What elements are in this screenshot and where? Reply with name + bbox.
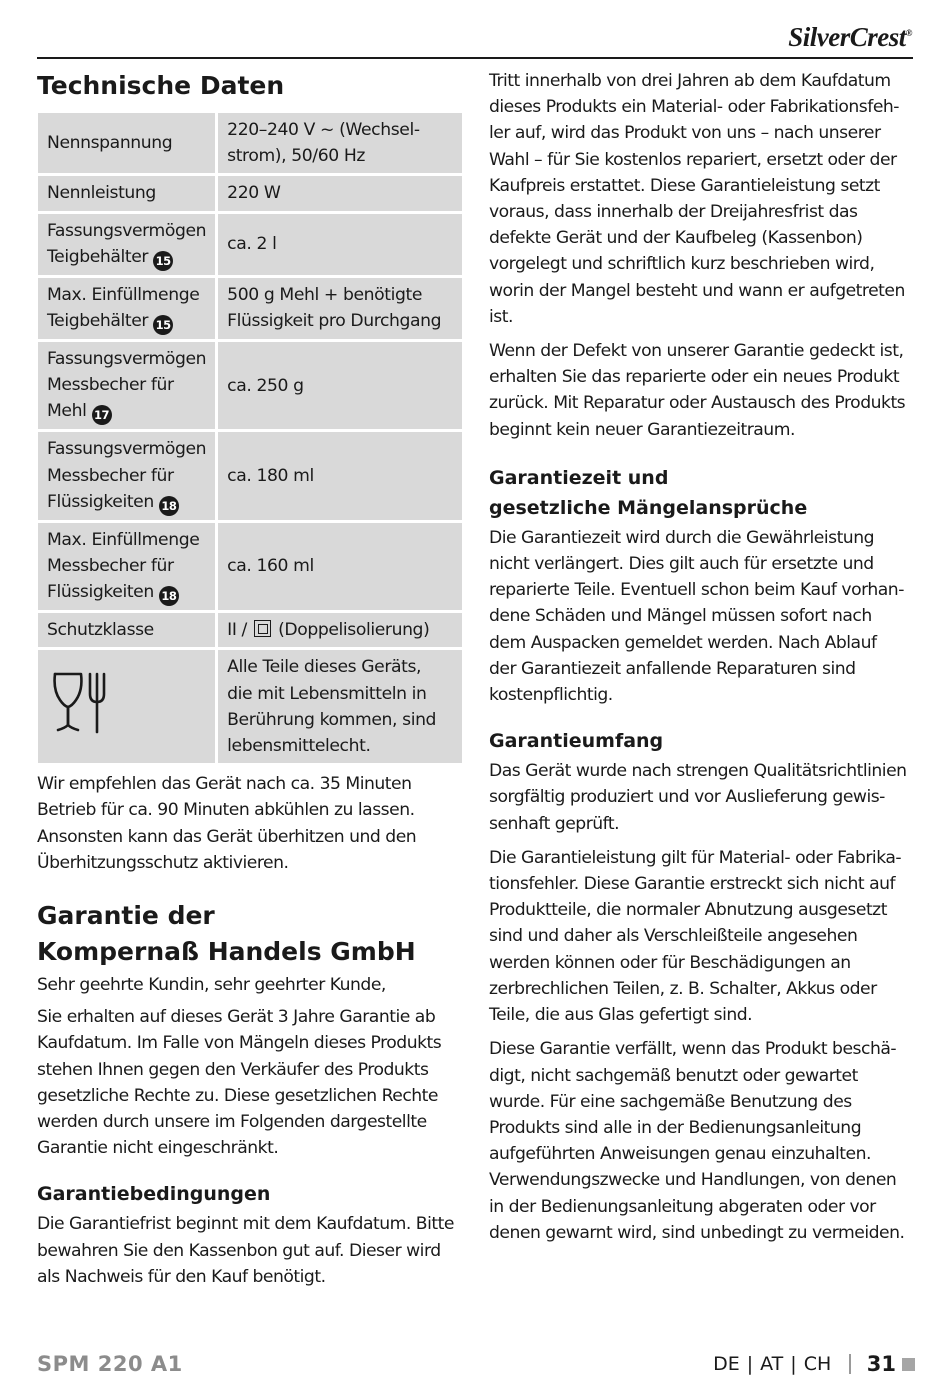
protection-class-ii-icon: [254, 620, 271, 637]
warranty-scope-heading: Garantieumfang: [489, 730, 664, 753]
spec-table: [38, 110, 462, 766]
spec-value: II / (Doppelisolierung): [218, 613, 462, 647]
spec-row: [38, 523, 462, 610]
spec-value: 220 W: [218, 176, 462, 210]
footer-divider: [849, 1354, 851, 1374]
spec-value: ca. 160 ml: [218, 523, 462, 610]
tech-data-heading: Technische Daten: [37, 71, 285, 100]
spec-row: [38, 278, 462, 339]
spec-row: [38, 214, 462, 275]
spec-key: Nennspannung: [38, 113, 218, 173]
page-number: 31: [866, 1352, 896, 1376]
country-separator: |: [790, 1353, 797, 1375]
spec-value: 220–240 V ~ (Wechsel- strom), 50/60 Hz: [218, 113, 462, 173]
spec-value: ca. 2 l: [218, 214, 462, 275]
spec-key: [38, 650, 218, 763]
model-number: SPM 220 A1: [37, 1352, 183, 1376]
spec-row: [38, 176, 462, 210]
spec-row: [38, 113, 462, 173]
right-column: [489, 68, 915, 1246]
warranty-conditions-heading: Garantiebedingungen: [37, 1183, 271, 1206]
spec-key: Fassungsvermögen Teigbehälter 15: [38, 214, 218, 275]
spec-row-food-safe: [38, 650, 462, 763]
cooling-note: Wir empfehlen das Gerät nach ca. 35 Minuten Betrieb für ca. 90 Minuten abkühlen zu lassen. Ansonsten kann das Gerät überhitzen und den Überhitzungsschutz aktivieren.: [37, 774, 417, 873]
country-code-at: AT: [760, 1353, 784, 1375]
part-number-badge: 18: [159, 496, 179, 516]
warranty-conditions-text: Die Garantiefrist beginnt mit dem Kaufdatum. Bitte bewahren Sie den Kassenbon gut auf. Dieser wird als Nachweis für den Kauf benötigt.: [37, 1214, 454, 1287]
brand-registered-mark: ®: [905, 28, 912, 38]
left-column: [37, 68, 461, 1290]
spec-key: Fassungsvermögen Messbecher für Mehl 17: [38, 342, 218, 429]
part-number-badge: 15: [153, 251, 173, 271]
spec-value: 500 g Mehl + benötigte Flüssigkeit pro Durchgang: [218, 278, 462, 339]
spec-key: Max. Einfüllmenge Messbecher für Flüssigkeiten 18: [38, 523, 218, 610]
spec-row-protection-class: [38, 613, 462, 647]
warranty-intro: Sie erhalten auf dieses Gerät 3 Jahre Garantie ab Kaufdatum. Im Falle von Mängeln dieses Produkts stehen Ihnen gegen den Verkäufer des Produkts gesetzliche Rechte zu. Diese gesetzlichen Rechte werden durch unsere im Folgenden dargestellte Garantie nicht eingeschränkt.: [37, 1007, 442, 1159]
warranty-replacement-text: Wenn der Defekt von unserer Garantie gedeckt ist, erhalten Sie das reparierte oder ein neues Produkt zurück. Mit Reparatur oder Austausch des Produkts beginnt kein neuer Garantiezeitraum.: [489, 341, 906, 440]
part-number-badge: 18: [159, 586, 179, 606]
spec-key: Fassungsvermögen Messbecher für Flüssigkeiten 18: [38, 432, 218, 519]
header-rule: [37, 57, 913, 59]
footer-pagination: [713, 1352, 915, 1376]
food-safe-icon: [52, 672, 108, 734]
spec-row: [38, 432, 462, 519]
brand-logo: [788, 22, 912, 53]
part-number-badge: 17: [92, 405, 112, 425]
warranty-period-text: Die Garantiezeit wird durch die Gewährleistung nicht verlängert. Dies gilt auch für ersetzte und reparierte Teile. Eventuell schon beim Kauf vorhan- dene Schäden und Mängel müssen sofort nach dem Auspacken gemeldet werden. Nach Ablauf der Garantiezeit anfallende Reparaturen sind kostenpflichtig.: [489, 527, 904, 706]
spec-key: Schutzklasse: [38, 613, 218, 647]
spec-key: Max. Einfüllmenge Teigbehälter 15: [38, 278, 218, 339]
warranty-exclusions-text: Die Garantieleistung gilt für Material- oder Fabrika- tionsfehler. Diese Garantie erstreckt sich nicht auf Produktteile, die normaler Abnutzung ausgesetzt sind und daher als Verschleißteile angesehen werden können oder für Beschädigungen an zerbrechlichen Teilen, z. B. Schalter, Akkus oder Teile, die aus Glas gefertigt sind.: [489, 847, 902, 1026]
warranty-heading: Garantie der Kompernaß Handels GmbH: [37, 901, 416, 967]
warranty-void-text: Diese Garantie verfällt, wenn das Produkt beschä- digt, nicht sachgemäß benutzt oder gewartet wurde. Für eine sachgemäße Benutzung des Produkts sind alle in der Bedienungsanleitung aufgeführten Anweisungen genau einzuhalten. Verwendungszwecke und Handlungen, von denen in der Bedienungsanleitung abgeraten oder vor denen gewarnt wird, sind unbedingt zu vermeiden.: [489, 1039, 905, 1243]
spec-value: ca. 180 ml: [218, 432, 462, 519]
warranty-period-heading: Garantiezeit und gesetzliche Mängelansprüche: [489, 466, 808, 519]
spec-value: Alle Teile dieses Geräts, die mit Lebensmitteln in Berührung kommen, sind lebensmittelecht.: [218, 650, 462, 763]
country-code-ch: CH: [803, 1353, 832, 1375]
warranty-scope-text: Das Gerät wurde nach strengen Qualitätsrichtlinien sorgfältig produziert und vor Auslieferung gewis- senhaft geprüft.: [489, 761, 907, 834]
country-code-de: DE: [713, 1353, 740, 1375]
spec-row: [38, 342, 462, 429]
spec-key: Nennleistung: [38, 176, 218, 210]
country-separator: |: [746, 1353, 754, 1375]
part-number-badge: 15: [153, 315, 173, 335]
warranty-salutation: Sehr geehrte Kundin, sehr geehrter Kunde,: [37, 975, 386, 996]
brand-name: SilverCrest: [788, 22, 906, 52]
warranty-terms-text: Tritt innerhalb von drei Jahren ab dem Kaufdatum dieses Produkts ein Material- oder Fabrikationsfeh- ler auf, wird das Produkt von uns – nach unserer Wahl – für Sie kostenlos repariert, ersetzt oder der Kaufpreis erstattet. Diese Garantieleistung setzt voraus, dass innerhalb der Dreijahresfrist das defekte Gerät und der Kaufbeleg (Kassenbon) vorgelegt und schriftlich kurz beschrieben wird, worin der Mangel besteht und wann er aufgetreten ist.: [489, 71, 905, 327]
page-marker-square: [902, 1358, 915, 1371]
spec-value: ca. 250 g: [218, 342, 462, 429]
